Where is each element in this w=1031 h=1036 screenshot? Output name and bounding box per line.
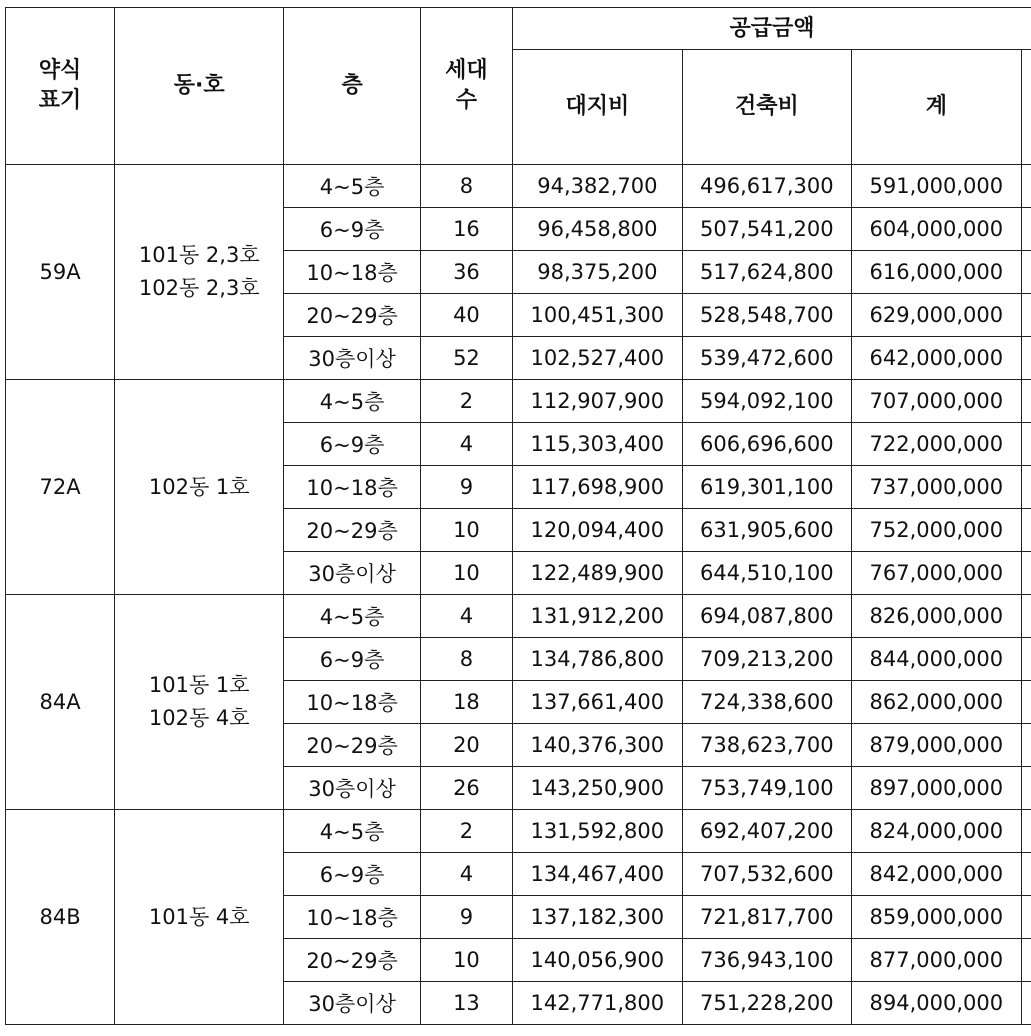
land-cost-cell: 98,375,200 (513, 251, 683, 294)
total-cell: 616,000,000 (852, 251, 1022, 294)
unit-cell (115, 595, 284, 810)
households-cell: 26 (420, 767, 512, 810)
total-cell: 897,000,000 (852, 767, 1022, 810)
floor-cell: 6~9층 (284, 853, 420, 896)
building-cost-cell: 753,749,100 (682, 767, 852, 810)
table-row (6, 810, 1031, 853)
floor-cell: 20~29층 (284, 294, 420, 337)
unit-cell (115, 380, 284, 595)
total-cell: 824,000,000 (852, 810, 1022, 853)
floor-cell: 10~18층 (284, 681, 420, 724)
total-cell: 879,000,000 (852, 724, 1022, 767)
households-cell: 9 (420, 466, 512, 509)
building-cost-cell: 594,092,100 (682, 380, 852, 423)
households-cell: 18 (420, 681, 512, 724)
cut-off-cell (1021, 380, 1031, 423)
land-cost-cell: 137,661,400 (513, 681, 683, 724)
floor-cell: 30층이상 (284, 337, 420, 380)
floor-cell: 6~9층 (284, 638, 420, 681)
building-cost-cell: 631,905,600 (682, 509, 852, 552)
floor-cell: 30층이상 (284, 767, 420, 810)
total-cell: 752,000,000 (852, 509, 1022, 552)
total-cell: 862,000,000 (852, 681, 1022, 724)
total-cell: 591,000,000 (852, 165, 1022, 208)
cut-off-cell (1021, 896, 1031, 939)
cut-off-cell (1021, 853, 1031, 896)
land-cost-cell: 102,527,400 (513, 337, 683, 380)
land-cost-cell: 143,250,900 (513, 767, 683, 810)
header-cut-off-column (1021, 50, 1031, 165)
type-cell: 72A (6, 380, 115, 595)
unit-line: 102동 4호 (148, 706, 250, 730)
cut-off-cell (1021, 509, 1031, 552)
land-cost-cell: 96,458,800 (513, 208, 683, 251)
total-cell: 604,000,000 (852, 208, 1022, 251)
cut-off-cell (1021, 337, 1031, 380)
building-cost-cell: 539,472,600 (682, 337, 852, 380)
total-cell: 859,000,000 (852, 896, 1022, 939)
total-cell: 877,000,000 (852, 939, 1022, 982)
floor-cell: 20~29층 (284, 724, 420, 767)
floor-cell: 6~9층 (284, 208, 420, 251)
total-cell: 707,000,000 (852, 380, 1022, 423)
total-cell: 842,000,000 (852, 853, 1022, 896)
cut-off-cell (1021, 724, 1031, 767)
building-cost-cell: 721,817,700 (682, 896, 852, 939)
land-cost-cell: 134,467,400 (513, 853, 683, 896)
header-households: 세대 수 (420, 8, 512, 165)
cut-off-cell (1021, 681, 1031, 724)
header-total: 계 (852, 50, 1022, 165)
land-cost-cell: 112,907,900 (513, 380, 683, 423)
header-supply-price: 공급금액 (513, 8, 1031, 50)
unit-line: 101동 1호 (148, 673, 250, 698)
building-cost-cell: 736,943,100 (682, 939, 852, 982)
land-cost-cell: 94,382,700 (513, 165, 683, 208)
unit-cell (115, 810, 284, 1025)
land-cost-cell: 134,786,800 (513, 638, 683, 681)
households-cell: 10 (420, 552, 512, 595)
households-cell: 2 (420, 380, 512, 423)
table-row (6, 595, 1031, 638)
households-cell: 10 (420, 509, 512, 552)
cut-off-cell (1021, 251, 1031, 294)
households-cell: 4 (420, 853, 512, 896)
table-body (6, 165, 1031, 1025)
land-cost-cell: 142,771,800 (513, 982, 683, 1025)
table-row (6, 380, 1031, 423)
building-cost-cell: 707,532,600 (682, 853, 852, 896)
floor-cell: 4~5층 (284, 595, 420, 638)
type-cell: 59A (6, 165, 115, 380)
building-cost-cell: 606,696,600 (682, 423, 852, 466)
households-cell: 10 (420, 939, 512, 982)
unit-line: 102동 1호 (148, 474, 250, 499)
households-cell: 9 (420, 896, 512, 939)
cut-off-cell (1021, 595, 1031, 638)
building-cost-cell: 694,087,800 (682, 595, 852, 638)
total-cell: 767,000,000 (852, 552, 1022, 595)
building-cost-cell: 709,213,200 (682, 638, 852, 681)
households-cell: 52 (420, 337, 512, 380)
floor-cell: 20~29층 (284, 939, 420, 982)
cut-off-cell (1021, 208, 1031, 251)
supply-price-table (5, 7, 1031, 1025)
building-cost-cell: 738,623,700 (682, 724, 852, 767)
unit-line: 102동 2,3호 (138, 276, 260, 300)
building-cost-cell: 751,228,200 (682, 982, 852, 1025)
building-cost-cell: 619,301,100 (682, 466, 852, 509)
header-floor: 층 (284, 8, 420, 165)
building-cost-cell: 507,541,200 (682, 208, 852, 251)
land-cost-cell: 122,489,900 (513, 552, 683, 595)
households-cell: 8 (420, 165, 512, 208)
households-cell: 8 (420, 638, 512, 681)
households-cell: 4 (420, 595, 512, 638)
land-cost-cell: 137,182,300 (513, 896, 683, 939)
land-cost-cell: 117,698,900 (513, 466, 683, 509)
land-cost-cell: 115,303,400 (513, 423, 683, 466)
floor-cell: 10~18층 (284, 896, 420, 939)
building-cost-cell: 528,548,700 (682, 294, 852, 337)
cut-off-cell (1021, 294, 1031, 337)
unit-line: 101동 4호 (148, 904, 250, 929)
header-land-cost: 대지비 (513, 50, 683, 165)
total-cell: 629,000,000 (852, 294, 1022, 337)
households-cell: 4 (420, 423, 512, 466)
floor-cell: 30층이상 (284, 982, 420, 1025)
households-cell: 36 (420, 251, 512, 294)
cut-off-cell (1021, 767, 1031, 810)
building-cost-cell: 517,624,800 (682, 251, 852, 294)
households-cell: 13 (420, 982, 512, 1025)
households-cell: 20 (420, 724, 512, 767)
cut-off-cell (1021, 165, 1031, 208)
households-cell: 2 (420, 810, 512, 853)
total-cell: 722,000,000 (852, 423, 1022, 466)
table-row (6, 165, 1031, 208)
unit-cell (115, 165, 284, 380)
total-cell: 844,000,000 (852, 638, 1022, 681)
header-unit: 동·호 (115, 8, 284, 165)
floor-cell: 10~18층 (284, 251, 420, 294)
cut-off-cell (1021, 552, 1031, 595)
cut-off-cell (1021, 939, 1031, 982)
floor-cell: 4~5층 (284, 380, 420, 423)
total-cell: 826,000,000 (852, 595, 1022, 638)
unit-line: 101동 2,3호 (138, 243, 260, 268)
header-building-cost: 건축비 (682, 50, 852, 165)
total-cell: 642,000,000 (852, 337, 1022, 380)
land-cost-cell: 131,912,200 (513, 595, 683, 638)
floor-cell: 20~29층 (284, 509, 420, 552)
cut-off-cell (1021, 810, 1031, 853)
type-cell: 84A (6, 595, 115, 810)
type-cell: 84B (6, 810, 115, 1025)
households-cell: 16 (420, 208, 512, 251)
building-cost-cell: 724,338,600 (682, 681, 852, 724)
total-cell: 737,000,000 (852, 466, 1022, 509)
land-cost-cell: 140,056,900 (513, 939, 683, 982)
building-cost-cell: 644,510,100 (682, 552, 852, 595)
land-cost-cell: 120,094,400 (513, 509, 683, 552)
building-cost-cell: 692,407,200 (682, 810, 852, 853)
floor-cell: 4~5층 (284, 810, 420, 853)
land-cost-cell: 131,592,800 (513, 810, 683, 853)
total-cell: 894,000,000 (852, 982, 1022, 1025)
cut-off-cell (1021, 423, 1031, 466)
floor-cell: 6~9층 (284, 423, 420, 466)
cut-off-cell (1021, 638, 1031, 681)
land-cost-cell: 100,451,300 (513, 294, 683, 337)
building-cost-cell: 496,617,300 (682, 165, 852, 208)
cut-off-cell (1021, 982, 1031, 1025)
floor-cell: 10~18층 (284, 466, 420, 509)
floor-cell: 30층이상 (284, 552, 420, 595)
header-type: 약식 표기 (6, 8, 115, 165)
floor-cell: 4~5층 (284, 165, 420, 208)
households-cell: 40 (420, 294, 512, 337)
land-cost-cell: 140,376,300 (513, 724, 683, 767)
cut-off-cell (1021, 466, 1031, 509)
